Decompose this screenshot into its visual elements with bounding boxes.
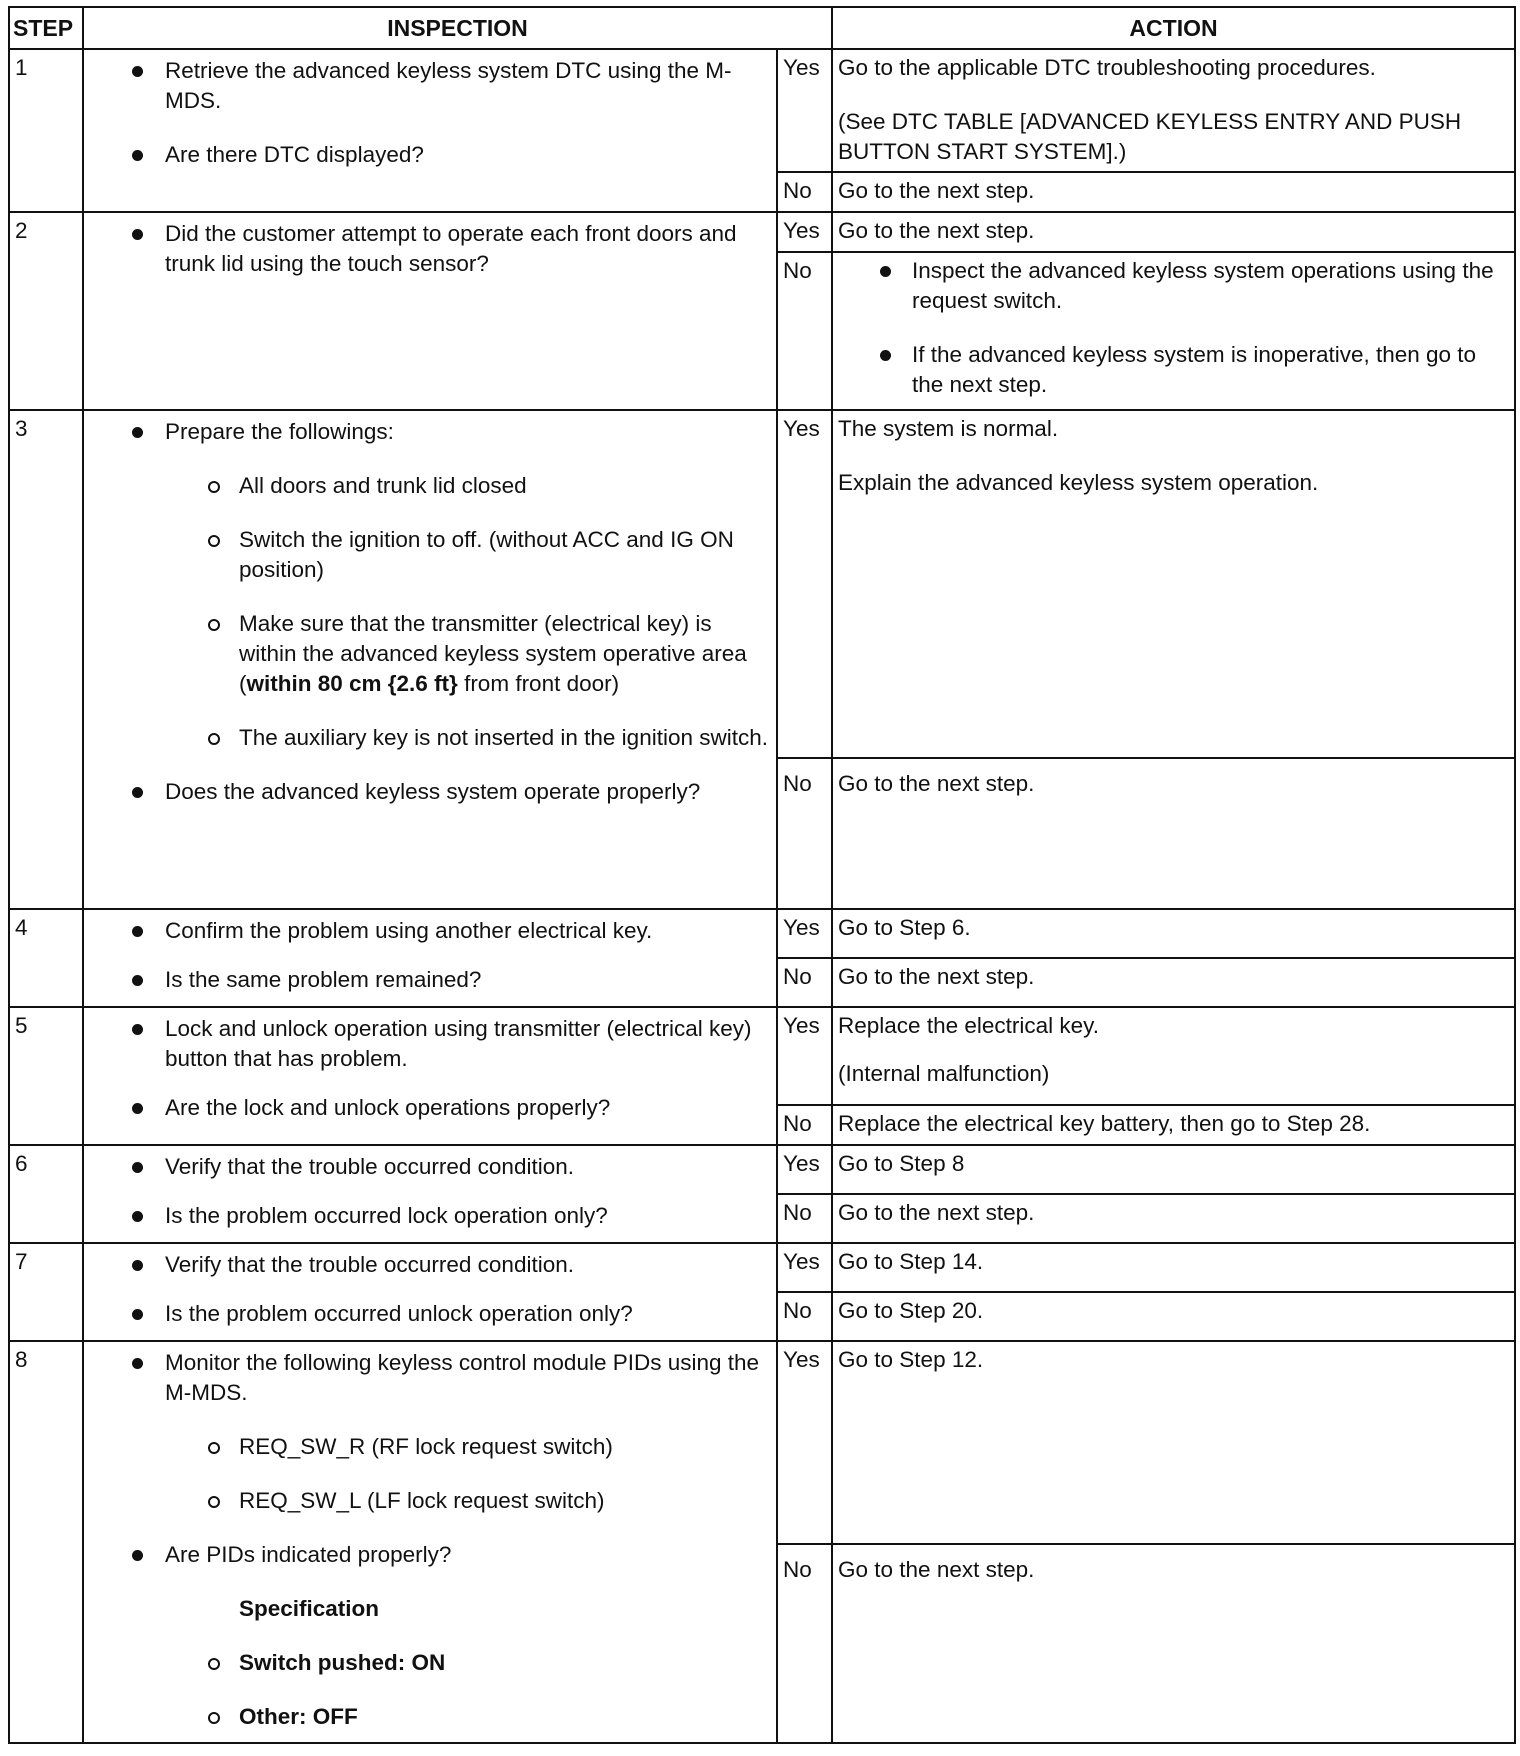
no-label: No — [777, 172, 832, 212]
specification-heading: Specification — [239, 1596, 380, 1621]
action-text: The system is normal. — [838, 416, 1059, 441]
step-row — [9, 212, 1515, 252]
inspection-item: Confirm the problem using another electrical key. — [84, 916, 770, 946]
yes-label: Yes — [777, 410, 832, 758]
step-number: 1 — [9, 49, 83, 212]
inspection-item: Prepare the followings: — [84, 417, 770, 447]
inspection-item: Verify that the trouble occurred condition. — [84, 1152, 770, 1182]
action-text: (Internal malfunction) — [838, 1061, 1050, 1086]
action-text: Go to Step 20. — [838, 1298, 984, 1323]
yes-label: Yes — [777, 1341, 832, 1544]
action-text: Go to Step 14. — [838, 1249, 984, 1274]
action-text: Go to the next step. — [838, 1200, 1035, 1225]
yes-label: Yes — [777, 1007, 832, 1105]
no-action — [832, 1105, 1515, 1145]
yes-label: Yes — [777, 212, 832, 252]
action-text: Replace the electrical key battery, then go to Step 28. — [838, 1111, 1371, 1136]
inspection-item: Does the advanced keyless system operate properly? — [84, 777, 770, 807]
inspection-item: Is the same problem remained? — [84, 965, 770, 995]
yes-action — [832, 49, 1515, 172]
subitem-text-end: from front door) — [457, 671, 620, 696]
step-row — [9, 1145, 1515, 1194]
header-action: ACTION — [832, 7, 1515, 49]
action-bullet: Inspect the advanced keyless system operations using the request switch. — [838, 256, 1506, 316]
yes-action — [832, 1243, 1515, 1292]
no-action — [832, 172, 1515, 212]
inspection-item: Did the customer attempt to operate each front doors and trunk lid using the touch sensor? — [84, 219, 770, 279]
header-step: STEP — [9, 7, 83, 49]
no-label: No — [777, 1544, 832, 1743]
yes-action — [832, 1145, 1515, 1194]
no-action — [832, 1544, 1515, 1743]
inspection-item: Is the problem occurred unlock operation only? — [84, 1299, 770, 1329]
diagnostic-table — [8, 6, 1516, 1744]
yes-label: Yes — [777, 1145, 832, 1194]
yes-action — [832, 1007, 1515, 1105]
step-number: 6 — [9, 1145, 83, 1243]
action-text: Go to the next step. — [838, 771, 1035, 796]
inspection-cell — [83, 1007, 777, 1145]
inspection-item: Are PIDs indicated properly? — [84, 1540, 770, 1570]
action-text: Replace the electrical key. — [838, 1013, 1099, 1038]
step-row — [9, 1243, 1515, 1292]
subitem-text: Make sure that the transmitter (electrical key) is within the advanced keyless system operative area ( — [239, 611, 747, 696]
spec-item: Other: OFF — [84, 1702, 770, 1732]
step-number: 8 — [9, 1341, 83, 1743]
action-text: Explain the advanced keyless system operation. — [838, 470, 1319, 495]
inspection-subitem: REQ_SW_L (LF lock request switch) — [84, 1486, 770, 1516]
inspection-cell — [83, 1243, 777, 1341]
inspection-item: Are the lock and unlock operations properly? — [84, 1093, 770, 1123]
inspection-subitem: All doors and trunk lid closed — [84, 471, 770, 501]
action-text: (See DTC TABLE [ADVANCED KEYLESS ENTRY AND PUSH BUTTON START SYSTEM].) — [838, 109, 1462, 164]
step-row — [9, 1007, 1515, 1105]
inspection-cell — [83, 1145, 777, 1243]
no-action — [832, 252, 1515, 410]
no-label: No — [777, 1194, 832, 1243]
header-row — [9, 7, 1515, 49]
inspection-cell — [83, 49, 777, 212]
no-label: No — [777, 1292, 832, 1341]
inspection-item: Monitor the following keyless control module PIDs using the M-MDS. — [84, 1348, 770, 1408]
yes-action — [832, 909, 1515, 958]
no-action — [832, 958, 1515, 1007]
no-action — [832, 1292, 1515, 1341]
inspection-subitem: REQ_SW_R (RF lock request switch) — [84, 1432, 770, 1462]
step-row — [9, 909, 1515, 958]
inspection-subitem: The auxiliary key is not inserted in the ignition switch. — [84, 723, 770, 753]
no-label: No — [777, 1105, 832, 1145]
action-text: Go to Step 6. — [838, 915, 971, 940]
step-number: 7 — [9, 1243, 83, 1341]
inspection-item: Is the problem occurred lock operation only? — [84, 1201, 770, 1231]
action-text: Go to Step 8 — [838, 1151, 965, 1176]
step-number: 3 — [9, 410, 83, 909]
inspection-cell — [83, 909, 777, 1007]
step-number: 5 — [9, 1007, 83, 1145]
step-number: 4 — [9, 909, 83, 1007]
inspection-item: Are there DTC displayed? — [84, 140, 770, 170]
action-text: Go to the next step. — [838, 218, 1035, 243]
inspection-item: Retrieve the advanced keyless system DTC using the M-MDS. — [84, 56, 770, 116]
yes-action — [832, 212, 1515, 252]
no-action — [832, 758, 1515, 909]
inspection-cell — [83, 410, 777, 909]
no-label: No — [777, 758, 832, 909]
yes-label: Yes — [777, 1243, 832, 1292]
yes-action — [832, 410, 1515, 758]
action-text: Go to the applicable DTC troubleshooting procedures. — [838, 55, 1376, 80]
spec-distance: within 80 cm {2.6 ft} — [246, 671, 458, 696]
action-text: Go to Step 12. — [838, 1347, 984, 1372]
step-row — [9, 49, 1515, 172]
action-bullet: If the advanced keyless system is inoperative, then go to the next step. — [838, 340, 1506, 400]
inspection-subitem — [84, 609, 770, 699]
no-label: No — [777, 958, 832, 1007]
inspection-cell — [83, 212, 777, 410]
inspection-item: Verify that the trouble occurred condition. — [84, 1250, 770, 1280]
action-text: Go to the next step. — [838, 178, 1035, 203]
no-action — [832, 1194, 1515, 1243]
inspection-cell — [83, 1341, 777, 1743]
action-text: Go to the next step. — [838, 1557, 1035, 1582]
yes-label: Yes — [777, 49, 832, 172]
action-text: Go to the next step. — [838, 964, 1035, 989]
inspection-item: Lock and unlock operation using transmitter (electrical key) button that has problem. — [84, 1014, 770, 1074]
header-inspection: INSPECTION — [83, 7, 832, 49]
inspection-subitem: Switch the ignition to off. (without ACC and IG ON position) — [84, 525, 770, 585]
yes-label: Yes — [777, 909, 832, 958]
yes-action — [832, 1341, 1515, 1544]
step-row — [9, 1341, 1515, 1544]
step-number: 2 — [9, 212, 83, 410]
no-label: No — [777, 252, 832, 410]
step-row — [9, 410, 1515, 758]
spec-item: Switch pushed: ON — [84, 1648, 770, 1678]
